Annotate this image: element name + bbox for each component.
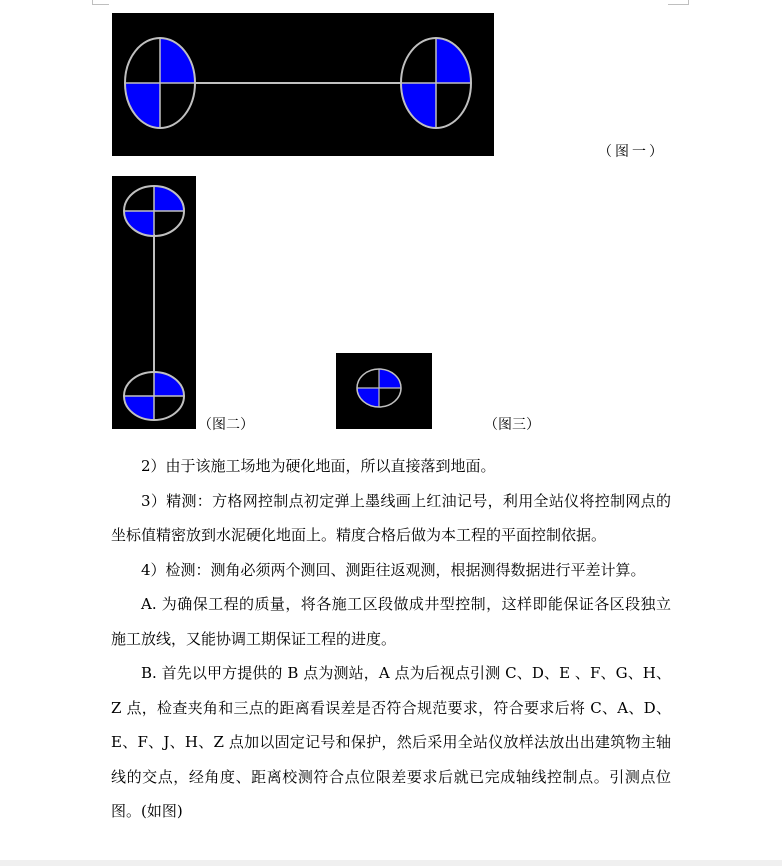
figure-2-vertical-baseline — [112, 176, 196, 429]
survey-marker-left — [125, 38, 195, 128]
figure-2-caption: （图二） — [198, 417, 254, 433]
page-corner-mark-left — [92, 0, 109, 5]
viewer-bottom-bar — [0, 860, 782, 866]
paragraph-step-3-fine-survey: 3）精测：方格网控制点初定弹上墨线画上红油记号，利用全站仪将控制网点的坐标值精密放到水泥硬化地面上。精度合格后做为本工程的平面控制依据。 — [111, 491, 671, 544]
figure-3-caption: （图三） — [484, 417, 540, 433]
figure-3-single-marker — [336, 353, 432, 429]
figure-2-drawing — [112, 176, 196, 429]
survey-marker-single — [357, 369, 401, 407]
survey-marker-top — [124, 186, 184, 236]
paragraph-item-b: B. 首先以甲方提供的 B 点为测站，A 点为后视点引测 C、D、E 、F、G、H、Z 点，检查夹角和三点的距离看误差是否符合规范要求，符合要求后将 C、A、D、E、F、J、H、Z 点加以固定记号和保护，然后采用全站仪放样法放出出建筑物主轴线的交点，经角度、距离校测符合点位限差要求后就已完成轴线控制点。引测点位图。(如图) — [111, 664, 671, 820]
survey-marker-right — [401, 38, 471, 128]
figure-1-drawing — [112, 13, 494, 156]
paragraph-step-2: 2）由于该施工场地为硬化地面，所以直接落到地面。 — [141, 457, 496, 475]
figure-3-drawing — [336, 353, 432, 429]
paragraph-item-a: A. 为确保工程的质量，将各施工区段做成井型控制，这样即能保证各区段独立施工放线，又能协调工期保证工程的进度。 — [111, 595, 671, 648]
body-text — [111, 449, 671, 829]
figure-1-caption: （图一） — [598, 144, 666, 160]
paragraph-step-4-check: 4）检测：测角必须两个测回、测距往返观测，根据测得数据进行平差计算。 — [141, 560, 646, 579]
page-corner-mark-right — [668, 0, 689, 5]
survey-marker-bottom — [124, 372, 184, 420]
figure-1-horizontal-baseline — [112, 13, 494, 156]
